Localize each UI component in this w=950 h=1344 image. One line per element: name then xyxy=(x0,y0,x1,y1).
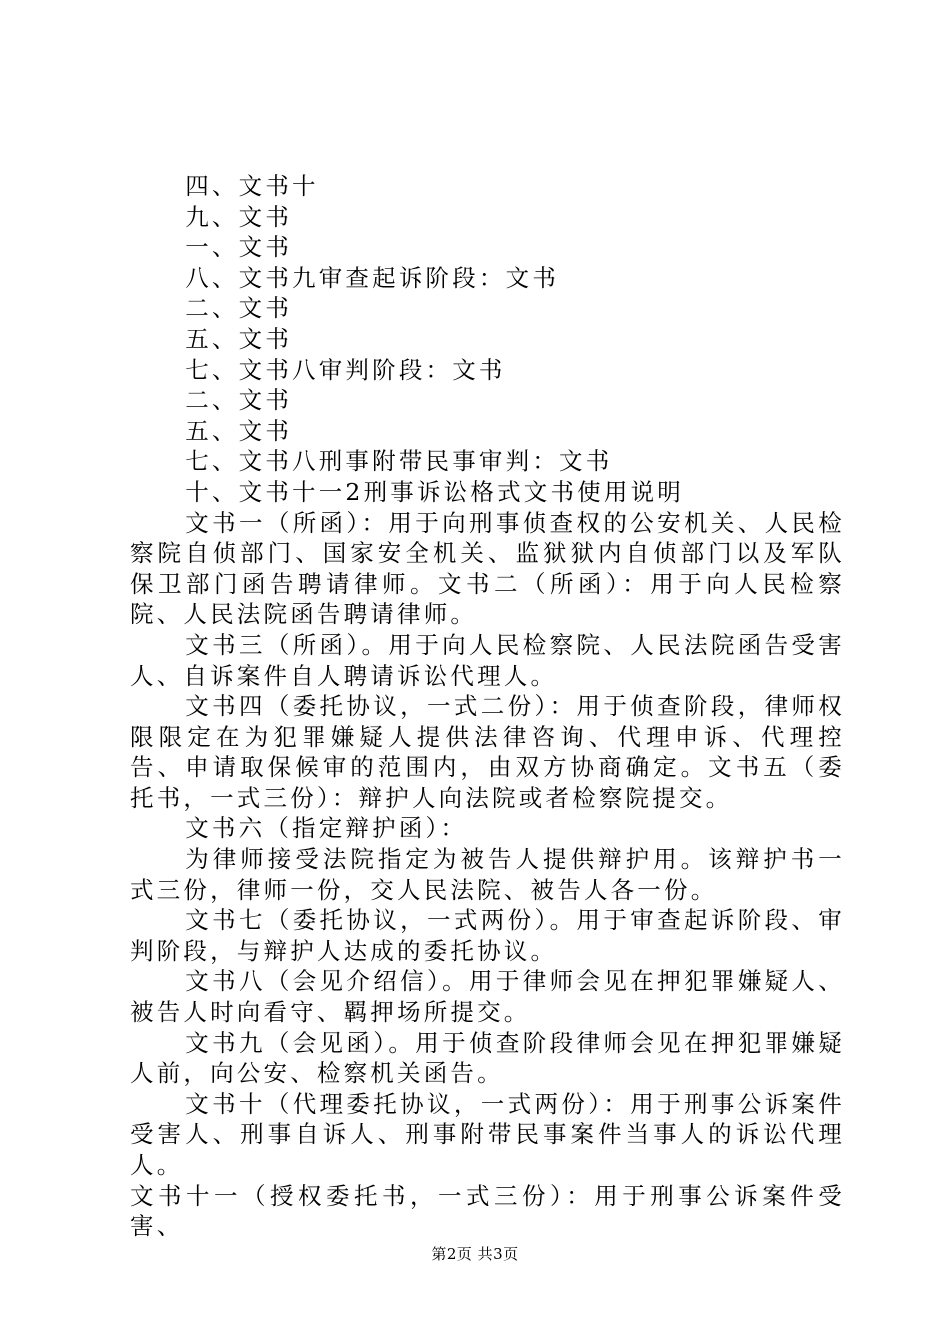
paragraph-doc-6-title: 文书六（指定辩护函）： xyxy=(185,814,468,843)
page-number-footer: 第2页 共3页 xyxy=(431,1245,519,1263)
list-line-5: 二、文书 xyxy=(185,294,293,323)
paragraph-doc-11: 文书十一（授权委托书，一式三份）：用于刑事公诉案件受害、 xyxy=(130,1181,845,1241)
list-line-7: 七、文书八审判阶段：文书 xyxy=(185,355,506,384)
list-line-10: 七、文书八刑事附带民事审判：文书 xyxy=(185,447,613,476)
paragraph-doc-10: 文书十（代理委托协议，一式两份）：用于刑事公诉案件受害人、刑事自诉人、刑事附带民事案件当事人的诉讼代理人。 xyxy=(130,1089,845,1179)
paragraph-doc-9: 文书九（会见函）。用于侦查阶段律师会见在押犯罪嫌疑人前，向公安、检察机关函告。 xyxy=(130,1028,845,1088)
paragraph-doc-4: 文书四（委托协议，一式二份）：用于侦查阶段，律师权限限定在为犯罪嫌疑人提供法律咨询、代理申诉、代理控告、申请取保候审的范围内，由双方协商确定。文书五（委托书，一式三份）：辩护人向法院或者检察院提交。 xyxy=(130,692,845,812)
list-line-3: 一、文书 xyxy=(185,233,293,262)
paragraph-doc-6-body: 为律师接受法院指定为被告人提供辩护用。该辩护书一式三份，律师一份，交人民法院、被告人各一份。 xyxy=(130,845,845,904)
list-line-9: 五、文书 xyxy=(185,416,293,445)
paragraph-doc-3: 文书三（所函）。用于向人民检察院、人民法院函告受害人、自诉案件自人聘请诉讼代理人。 xyxy=(130,630,845,690)
list-line-6: 五、文书 xyxy=(185,324,293,353)
document-body xyxy=(130,171,845,1242)
paragraph-doc-8: 文书八（会见介绍信）。用于律师会见在押犯罪嫌疑人、被告人时向看守、羁押场所提交。 xyxy=(130,967,845,1027)
list-line-11: 十、文书十一2刑事诉讼格式文书使用说明 xyxy=(185,477,684,506)
list-line-1: 四、文书十 xyxy=(185,172,319,200)
list-line-2: 九、文书 xyxy=(185,202,293,231)
list-line-8: 二、文书 xyxy=(185,386,293,415)
list-line-4: 八、文书九审查起诉阶段：文书 xyxy=(185,263,560,292)
paragraph-doc-7: 文书七（委托协议，一式两份）。用于审查起诉阶段、审判阶段，与辩护人达成的委托协议。 xyxy=(130,906,845,965)
paragraph-doc-1: 文书一（所函）：用于向刑事侦查权的公安机关、人民检察院自侦部门、国家安全机关、监狱狱内自侦部门以及军队保卫部门函告聘请律师。文书二（所函）：用于向人民检察院、人民法院函告聘请律师。 xyxy=(130,508,845,629)
